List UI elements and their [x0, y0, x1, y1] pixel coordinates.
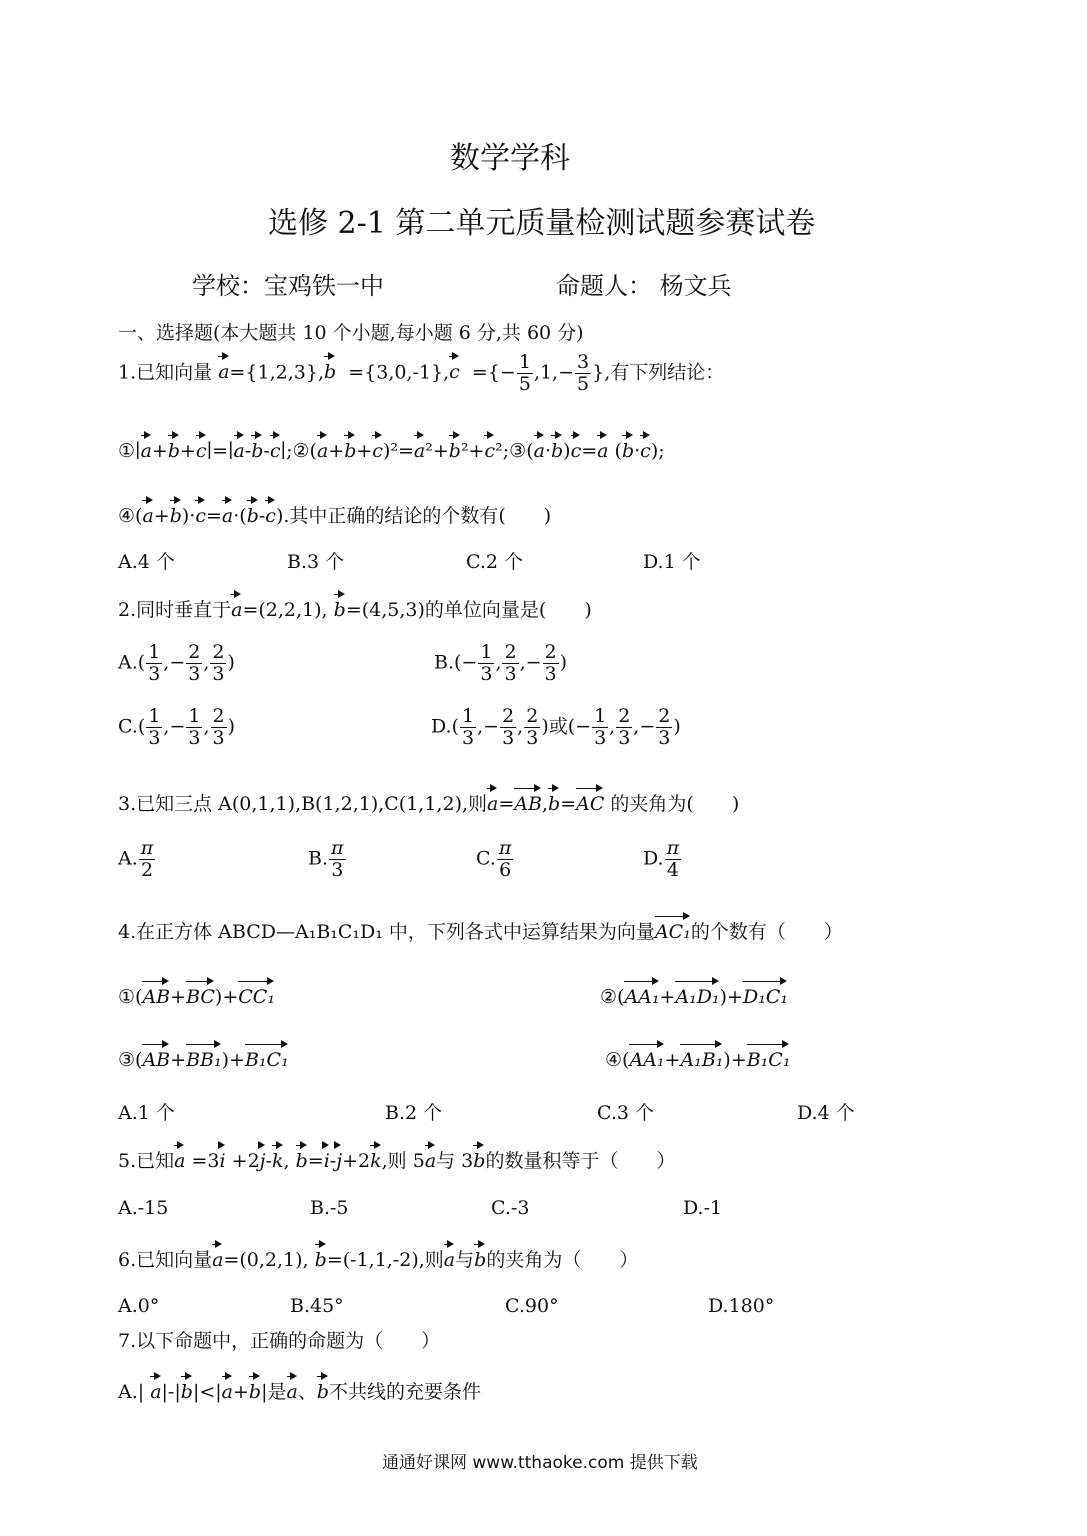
q4-option-a: A.1 个 — [118, 1102, 175, 1124]
q4-expr-1: ①(AB+BC)+CC₁ — [118, 978, 275, 1008]
q5-option-c: C.-3 — [491, 1197, 530, 1219]
fraction: $\frac{3}{5}$ — [577, 351, 590, 395]
q3-option-a: A. $\frac{\pi}{2}$ — [118, 837, 154, 881]
q4-option-b: B.2 个 — [385, 1102, 443, 1124]
q1-statements-1: ①∣a+b+c∣=∣a-b-c∣;②(a+b+c)²=a²+b²+c²;③(a·b)c=a (b·c); — [118, 432, 665, 462]
q3-option-b: B. $\frac{\pi}{3}$ — [308, 837, 344, 881]
fraction: $\frac{1}{5}$ — [518, 351, 531, 395]
question-3: 3.已知三点 A(0,1,1),B(1,2,1),C(1,1,2),则a=AB,b=AC 的夹角为( ) — [118, 785, 739, 816]
q1-option-d: D.1 个 — [643, 551, 701, 573]
question-4: 4.在正方体 ABCD—A₁B₁C₁D₁ 中，下列各式中运算结果为向量AC₁的个数有（ ） — [118, 913, 843, 944]
q4-expr-2: ②(AA₁+A₁D₁)+D₁C₁ — [600, 978, 788, 1008]
q6-option-c: C.90° — [505, 1295, 559, 1317]
q3-option-c: C. $\frac{\pi}{6}$ — [476, 837, 512, 881]
author-label: 命题人： 杨文兵 — [556, 272, 732, 300]
q5-option-a: A.-15 — [118, 1197, 169, 1219]
q3-option-d: D. $\frac{\pi}{4}$ — [643, 837, 680, 881]
q4-expr-3: ③(AB+BB₁)+B₁C₁ — [118, 1041, 289, 1071]
question-1: 1.已知向量 a={1,2,3},b ={3,0,-1},c ={− $\frac{1}{5}$ ,1,− $\frac{3}{5}$ },有下列结论： — [118, 351, 725, 395]
q2-option-c: C.( $\frac{1}{3}$ ,− $\frac{1}{3}$ , $\frac{2}{3}$ ) — [118, 705, 236, 749]
q4-option-c: C.3 个 — [597, 1102, 655, 1124]
q7-option-a: A.| a|-|b|<|a+b|是a、b不共线的充要条件 — [118, 1373, 481, 1404]
q2-option-b: B.(− $\frac{1}{3}$ , $\frac{2}{3}$ ,− $\frac{2}{3}$ ) — [434, 641, 568, 685]
q4-expr-4: ④(AA₁+A₁B₁)+B₁C₁ — [605, 1041, 790, 1071]
section-heading: 一、选择题(本大题共 10 个小题,每小题 6 分,共 60 分) — [118, 322, 584, 344]
q2-option-d: D.( $\frac{1}{3}$ ,− $\frac{2}{3}$ , $\frac{2}{3}$ )或(− $\frac{1}{3}$ , $\frac{2}{3}$ ,− $\frac{2}{3}$ ) — [431, 705, 681, 749]
q6-option-a: A.0° — [118, 1295, 160, 1317]
q1-stem-1: 1.已知向量 — [118, 361, 213, 384]
question-2: 2.同时垂直于a=(2,2,1), b=(4,5,3)的单位向量是( ) — [118, 591, 592, 622]
q2-option-a: A.( $\frac{1}{3}$ ,− $\frac{2}{3}$ , $\frac{2}{3}$ ) — [118, 641, 235, 685]
q5-option-b: B.-5 — [310, 1197, 349, 1219]
question-5: 5.已知a =3i +2j-k, b=i-j+2k,则 5a与 3b的数量积等于（ ） — [118, 1142, 675, 1173]
q6-option-b: B.45° — [290, 1295, 344, 1317]
paper-title: 选修 2-1 第二单元质量检测试题参赛试卷 — [268, 206, 816, 241]
footer-source: 通通好课网 www.tthaoke.com 提供下载 — [382, 1453, 698, 1473]
q4-option-d: D.4 个 — [797, 1102, 855, 1124]
vector-b: b — [324, 353, 336, 383]
subject-title: 数学学科 — [450, 141, 570, 176]
question-7: 7.以下命题中，正确的命题为（ ） — [118, 1330, 441, 1352]
vector-c: c — [449, 353, 460, 383]
q6-option-d: D.180° — [708, 1295, 775, 1317]
q1-option-b: B.3 个 — [287, 551, 345, 573]
q1-option-a: A.4 个 — [118, 551, 175, 573]
q5-option-d: D.-1 — [683, 1197, 723, 1219]
q1-statements-2: ④(a+b)·c=a·(b-c).其中正确的结论的个数有( ) — [118, 497, 551, 528]
question-6: 6.已知向量a=(0,2,1), b=(-1,1,-2),则a与b的夹角为（ ） — [118, 1241, 638, 1272]
q1-option-c: C.2 个 — [466, 551, 524, 573]
vector-a: a — [218, 353, 229, 383]
school-label: 学校：宝鸡铁一中 — [192, 272, 384, 300]
